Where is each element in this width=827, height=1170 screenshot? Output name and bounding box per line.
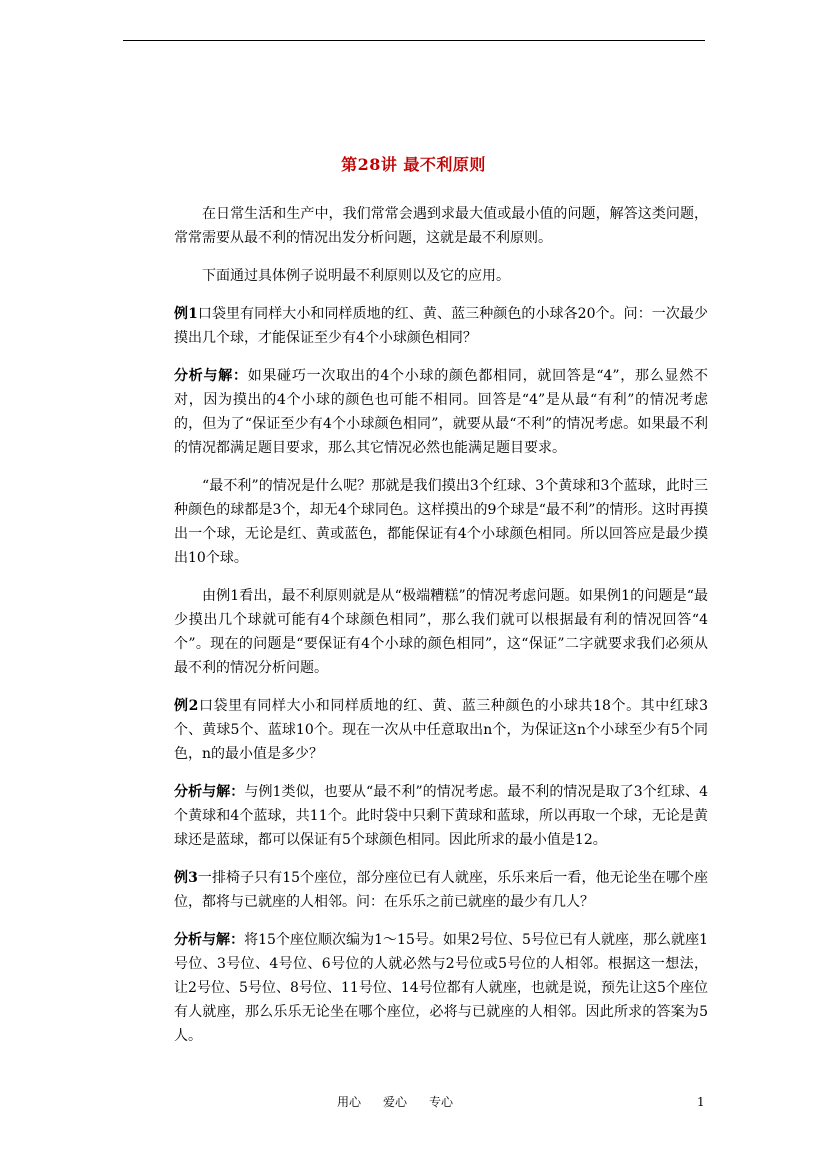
example-label: 例1 bbox=[174, 306, 198, 322]
paragraph-text: 在日常生活和生产中，我们常常会遇到求最大值或最小值的问题，解答这类问题，常常需要从最不利的情况出发分析问题，这就是最不利原则。 bbox=[174, 206, 708, 246]
footer-item: 爱心 bbox=[383, 1095, 408, 1109]
analysis-label: 分析与解： bbox=[174, 368, 248, 384]
paragraph-text: 口袋里有同样大小和同样质地的红、黄、蓝三种颜色的小球各20个。问：一次最少摸出几个球，才能保证至少有4个小球颜色相同？ bbox=[174, 306, 708, 346]
paragraph-text: 口袋里有同样大小和同样质地的红、黄、蓝三种颜色的小球共18个。其中红球3个、黄球5个、蓝球10个。现在一次从中任意取出n个，为保证这n个小球至少有5个同色，n的最小值是多少？ bbox=[174, 698, 708, 762]
footer-item: 专心 bbox=[429, 1095, 454, 1109]
analysis-label: 分析与解： bbox=[174, 784, 245, 800]
paragraph-text: 如果碰巧一次取出的4个小球的颜色都相同，就回答是“4”，那么显然不对，因为摸出的4个小球的颜色也可能不相同。回答是“4”是从最“有利”的情况考虑的，但为了“保证至少有4个小球颜色相同”，就要从最“不利”的情况考虑。如果最不利的情况都满足题目要求，那么其它情况必然也能满足题目要求。 bbox=[174, 368, 708, 456]
paragraph-intro-2 bbox=[174, 264, 708, 288]
document-body bbox=[174, 202, 708, 1062]
paragraph-text: 下面通过具体例子说明最不利原则以及它的应用。 bbox=[202, 268, 510, 284]
example-3 bbox=[174, 866, 708, 914]
paragraph-text: 与例1类似，也要从“最不利”的情况考虑。最不利的情况是取了3个红球、4个黄球和4个蓝球，共11个。此时袋中只剩下黄球和蓝球，所以再取一个球，无论是黄球还是蓝球，都可以保证有5个球颜色相同。因此所求的最小值是12。 bbox=[174, 784, 708, 848]
example-1 bbox=[174, 302, 708, 350]
paragraph-text: “最不利”的情况是什么呢？那就是我们摸出3个红球、3个黄球和3个蓝球，此时三种颜色的球都是3个，却无4个球同色。这样摸出的9个球是“最不利”的情形。这时再摸出一个球，无论是红、黄或蓝色，都能保证有4个小球颜色相同。所以回答应是最少摸出10个球。 bbox=[174, 478, 708, 566]
analysis-1 bbox=[174, 364, 708, 460]
analysis-3 bbox=[174, 928, 708, 1048]
footer-motto bbox=[337, 1093, 475, 1110]
example-label: 例2 bbox=[174, 698, 199, 714]
page-number: 1 bbox=[697, 1095, 705, 1109]
analysis-1-cont bbox=[174, 474, 708, 570]
analysis-2 bbox=[174, 780, 708, 852]
header-rule bbox=[123, 40, 705, 41]
paragraph-text: 由例1看出，最不利原则就是从“极端糟糕”的情况考虑问题。如果例1的问题是“最少摸出几个球就可能有4个球颜色相同”，那么我们就可以根据最有利的情况回答“4个”。现在的问题是“要保证有4个小球的颜色相同”，这“保证”二字就要求我们必须从最不利的情况分析问题。 bbox=[174, 588, 708, 676]
example-2 bbox=[174, 694, 708, 766]
paragraph-intro bbox=[174, 202, 708, 250]
example-label: 例3 bbox=[174, 870, 198, 886]
paragraph-text: 将15个座位顺次编为1～15号。如果2号位、5号位已有人就座，那么就座1号位、3号位、4号位、6号位的人就必然与2号位或5号位的人相邻。根据这一想法，让2号位、5号位、8号位、11号位、14号位都有人就座，也就是说，预先让这5个座位有人就座，那么乐乐无论坐在哪个座位，必将与已就座的人相邻。因此所求的答案为5人。 bbox=[174, 932, 709, 1044]
page-title: 第28讲 最不利原则 bbox=[341, 155, 486, 174]
summary-paragraph bbox=[174, 584, 708, 680]
paragraph-text: 一排椅子只有15个座位，部分座位已有人就座，乐乐来后一看，他无论坐在哪个座位，都将与已就座的人相邻。问：在乐乐之前已就座的最少有几人？ bbox=[174, 870, 708, 910]
footer-item: 用心 bbox=[337, 1095, 362, 1109]
analysis-label: 分析与解： bbox=[174, 932, 245, 948]
